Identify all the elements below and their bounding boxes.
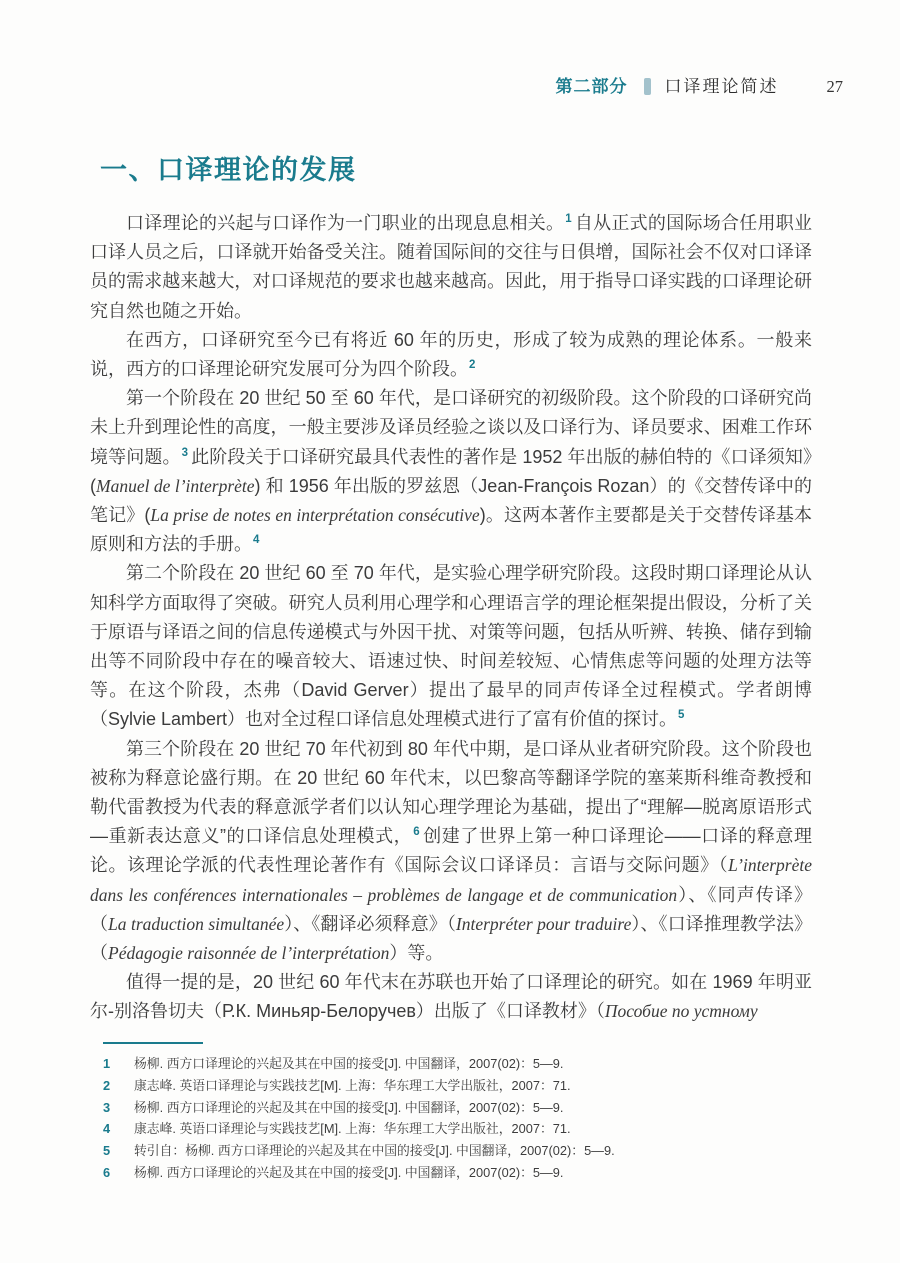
text-run: 自从正式的国际场合任用职业口译人员之后，口译就开始备受关注。随着国际间的交往与日俱增，国际社会不仅对口译译员的需求越来越大，对口译规范的要求也越来越高。因此，用于指导口译实践的口译理论研究自然也随之开始。 bbox=[90, 213, 812, 321]
text-run: ) 和 1956 年出版的罗兹恩（Jean-François Rozan）的《交替传译中的笔记》( bbox=[90, 475, 812, 526]
latin-title-run: Manuel de l’interprète bbox=[96, 475, 255, 496]
footnote-item bbox=[103, 1162, 763, 1184]
footnote-item bbox=[103, 1140, 763, 1162]
latin-title-run: L’interprète dans les conférences internationales – problèmes de langage et de communication bbox=[90, 855, 812, 905]
footnote-ref: 3 bbox=[181, 446, 188, 459]
footnote-item bbox=[103, 1075, 763, 1097]
page-number: 27 bbox=[826, 77, 843, 96]
paragraph bbox=[90, 384, 812, 559]
footnote-ref: 5 bbox=[678, 709, 685, 722]
footnote-text: 杨柳. 西方口译理论的兴起及其在中国的接受[J]. 中国翻译，2007(02)：5—9. bbox=[134, 1164, 564, 1180]
footnote-list bbox=[103, 1053, 763, 1184]
footnote-number: 5 bbox=[103, 1143, 111, 1159]
chapter-heading: 一、口译理论的发展 bbox=[100, 155, 357, 185]
footnotes-section bbox=[103, 1042, 763, 1184]
footnote-item bbox=[103, 1097, 763, 1119]
section-title: 口译理论简述 bbox=[664, 77, 779, 96]
footnote-number: 6 bbox=[103, 1164, 111, 1180]
latin-title-run: La prise de notes en interprétation consécutive bbox=[150, 505, 480, 526]
text-run: 在西方，口译研究至今已有将近 60 年的历史，形成了较为成熟的理论体系。一般来说，西方的口译理论研究发展可分为四个阶段。 bbox=[90, 329, 812, 380]
latin-title-run: La traduction simultanée bbox=[108, 913, 285, 934]
footnote-text: 杨柳. 西方口译理论的兴起及其在中国的接受[J]. 中国翻译，2007(02)：5—9. bbox=[134, 1099, 564, 1115]
footnote-ref: 1 bbox=[565, 213, 572, 225]
footnote-number: 2 bbox=[103, 1077, 111, 1093]
text-run: 值得一提的是，20 世纪 60 年代末在苏联也开始了口译理论的研究。如在 1969 年明亚尔-别洛鲁切夫（Р.К. Миньяр-Белоручев）出版了《口译教材》（ bbox=[90, 972, 812, 1022]
footnote-rule bbox=[103, 1042, 203, 1044]
footnote-ref: 6 bbox=[413, 826, 420, 839]
text-run: 第三个阶段在 20 世纪 70 年代初到 80 年代中期，是口译从业者研究阶段。这个阶段也被称为释意论盛行期。在 20 世纪 60 年代末，以巴黎高等翻译学院的塞莱斯科维奇教授和勒代雷教授为代表的释意派学者们以认知心理学理论为基础，提出了“理解—脱离原语形式—重新表达意义”的口译信息处理模式， bbox=[90, 738, 812, 847]
footnote-text: 杨柳. 西方口译理论的兴起及其在中国的接受[J]. 中国翻译，2007(02)：5—9. bbox=[134, 1056, 564, 1071]
text-run: 第二个阶段在 20 世纪 60 至 70 年代，是实验心理学研究阶段。这段时期口译理论从认知科学方面取得了突破。研究人员利用心理学和心理语言学的理论框架提出假设，分析了关于原语与译语之间的信息传递模式与外因干扰、对策等问题，包括从听辨、转换、储存到输出等不同阶段中存在的噪音较大、语速过快、时间差较短、心情焦虑等问题的处理方法等等。在这个阶段，杰弗（David Gerver）提出了最早的同声传译全过程模式。学者朗博（Sylvie Lambert）也对全过程口译信息处理模式进行了富有价值的探讨。 bbox=[90, 563, 812, 730]
text-run: ）、《翻译必须释意》（ bbox=[284, 913, 456, 934]
paragraph bbox=[90, 326, 812, 384]
paragraph bbox=[90, 209, 812, 326]
footnote-item bbox=[103, 1118, 763, 1140]
latin-title-run: Interpréter pour traduire bbox=[455, 913, 632, 934]
footnote-number: 4 bbox=[103, 1121, 111, 1137]
text-run: 此阶段关于口译研究最具代表性的著作是 1952 年出版的赫伯特的《口译须知》( bbox=[90, 446, 812, 496]
footnote-text: 转引自：杨柳. 西方口译理论的兴起及其在中国的接受[J]. 中国翻译，2007(02)：5—9. bbox=[134, 1143, 615, 1159]
footnote-text: 康志峰. 英语口译理论与实践技艺[M]. 上海：华东理工大学出版社，2007：71. bbox=[134, 1077, 571, 1093]
body-paragraphs bbox=[90, 209, 812, 1047]
text-run: ）等。 bbox=[389, 943, 444, 964]
latin-title-run: Pédagogie raisonnée de l’interprétation bbox=[108, 943, 390, 964]
paragraph bbox=[90, 559, 812, 734]
text-run: 第一个阶段在 20 世纪 50 至 60 年代，是口译研究的初级阶段。这个阶段的口译研究尚未上升到理论性的高度，一般主要涉及译员经验之谈以及口译行为、译员要求、困难工作环境等问题。 bbox=[90, 388, 812, 467]
section-label: 第二部分 bbox=[555, 77, 628, 96]
text-run: 创建了世界上第一种口译理论——口译的释意理论。该理论学派的代表性理论著作有《国际会议口译译员：言语与交际问题》（ bbox=[90, 826, 812, 876]
footnote-ref: 4 bbox=[253, 534, 260, 547]
footnote-number: 1 bbox=[103, 1056, 111, 1071]
text-run: ）、《同声传译》（ bbox=[90, 884, 812, 934]
paragraph bbox=[90, 735, 812, 969]
text-run: ）、《口译推理教学法》（ bbox=[90, 913, 812, 964]
text-run: 口译理论的兴起与口译作为一门职业的出现息息相关。 bbox=[126, 213, 565, 233]
footnote-text: 康志峰. 英语口译理论与实践技艺[M]. 上海：华东理工大学出版社，2007：71. bbox=[134, 1121, 571, 1137]
latin-title-run: Пособие по устному bbox=[604, 1001, 758, 1022]
header-divider-bar bbox=[644, 78, 651, 95]
footnote-item bbox=[103, 1053, 763, 1075]
footnote-ref: 2 bbox=[469, 359, 476, 372]
paragraph bbox=[90, 968, 812, 1026]
footnote-number: 3 bbox=[103, 1099, 111, 1115]
running-header bbox=[0, 72, 843, 97]
text-run: )。这两本著作主要都是关于交替传译基本原则和方法的手册。 bbox=[90, 505, 812, 555]
